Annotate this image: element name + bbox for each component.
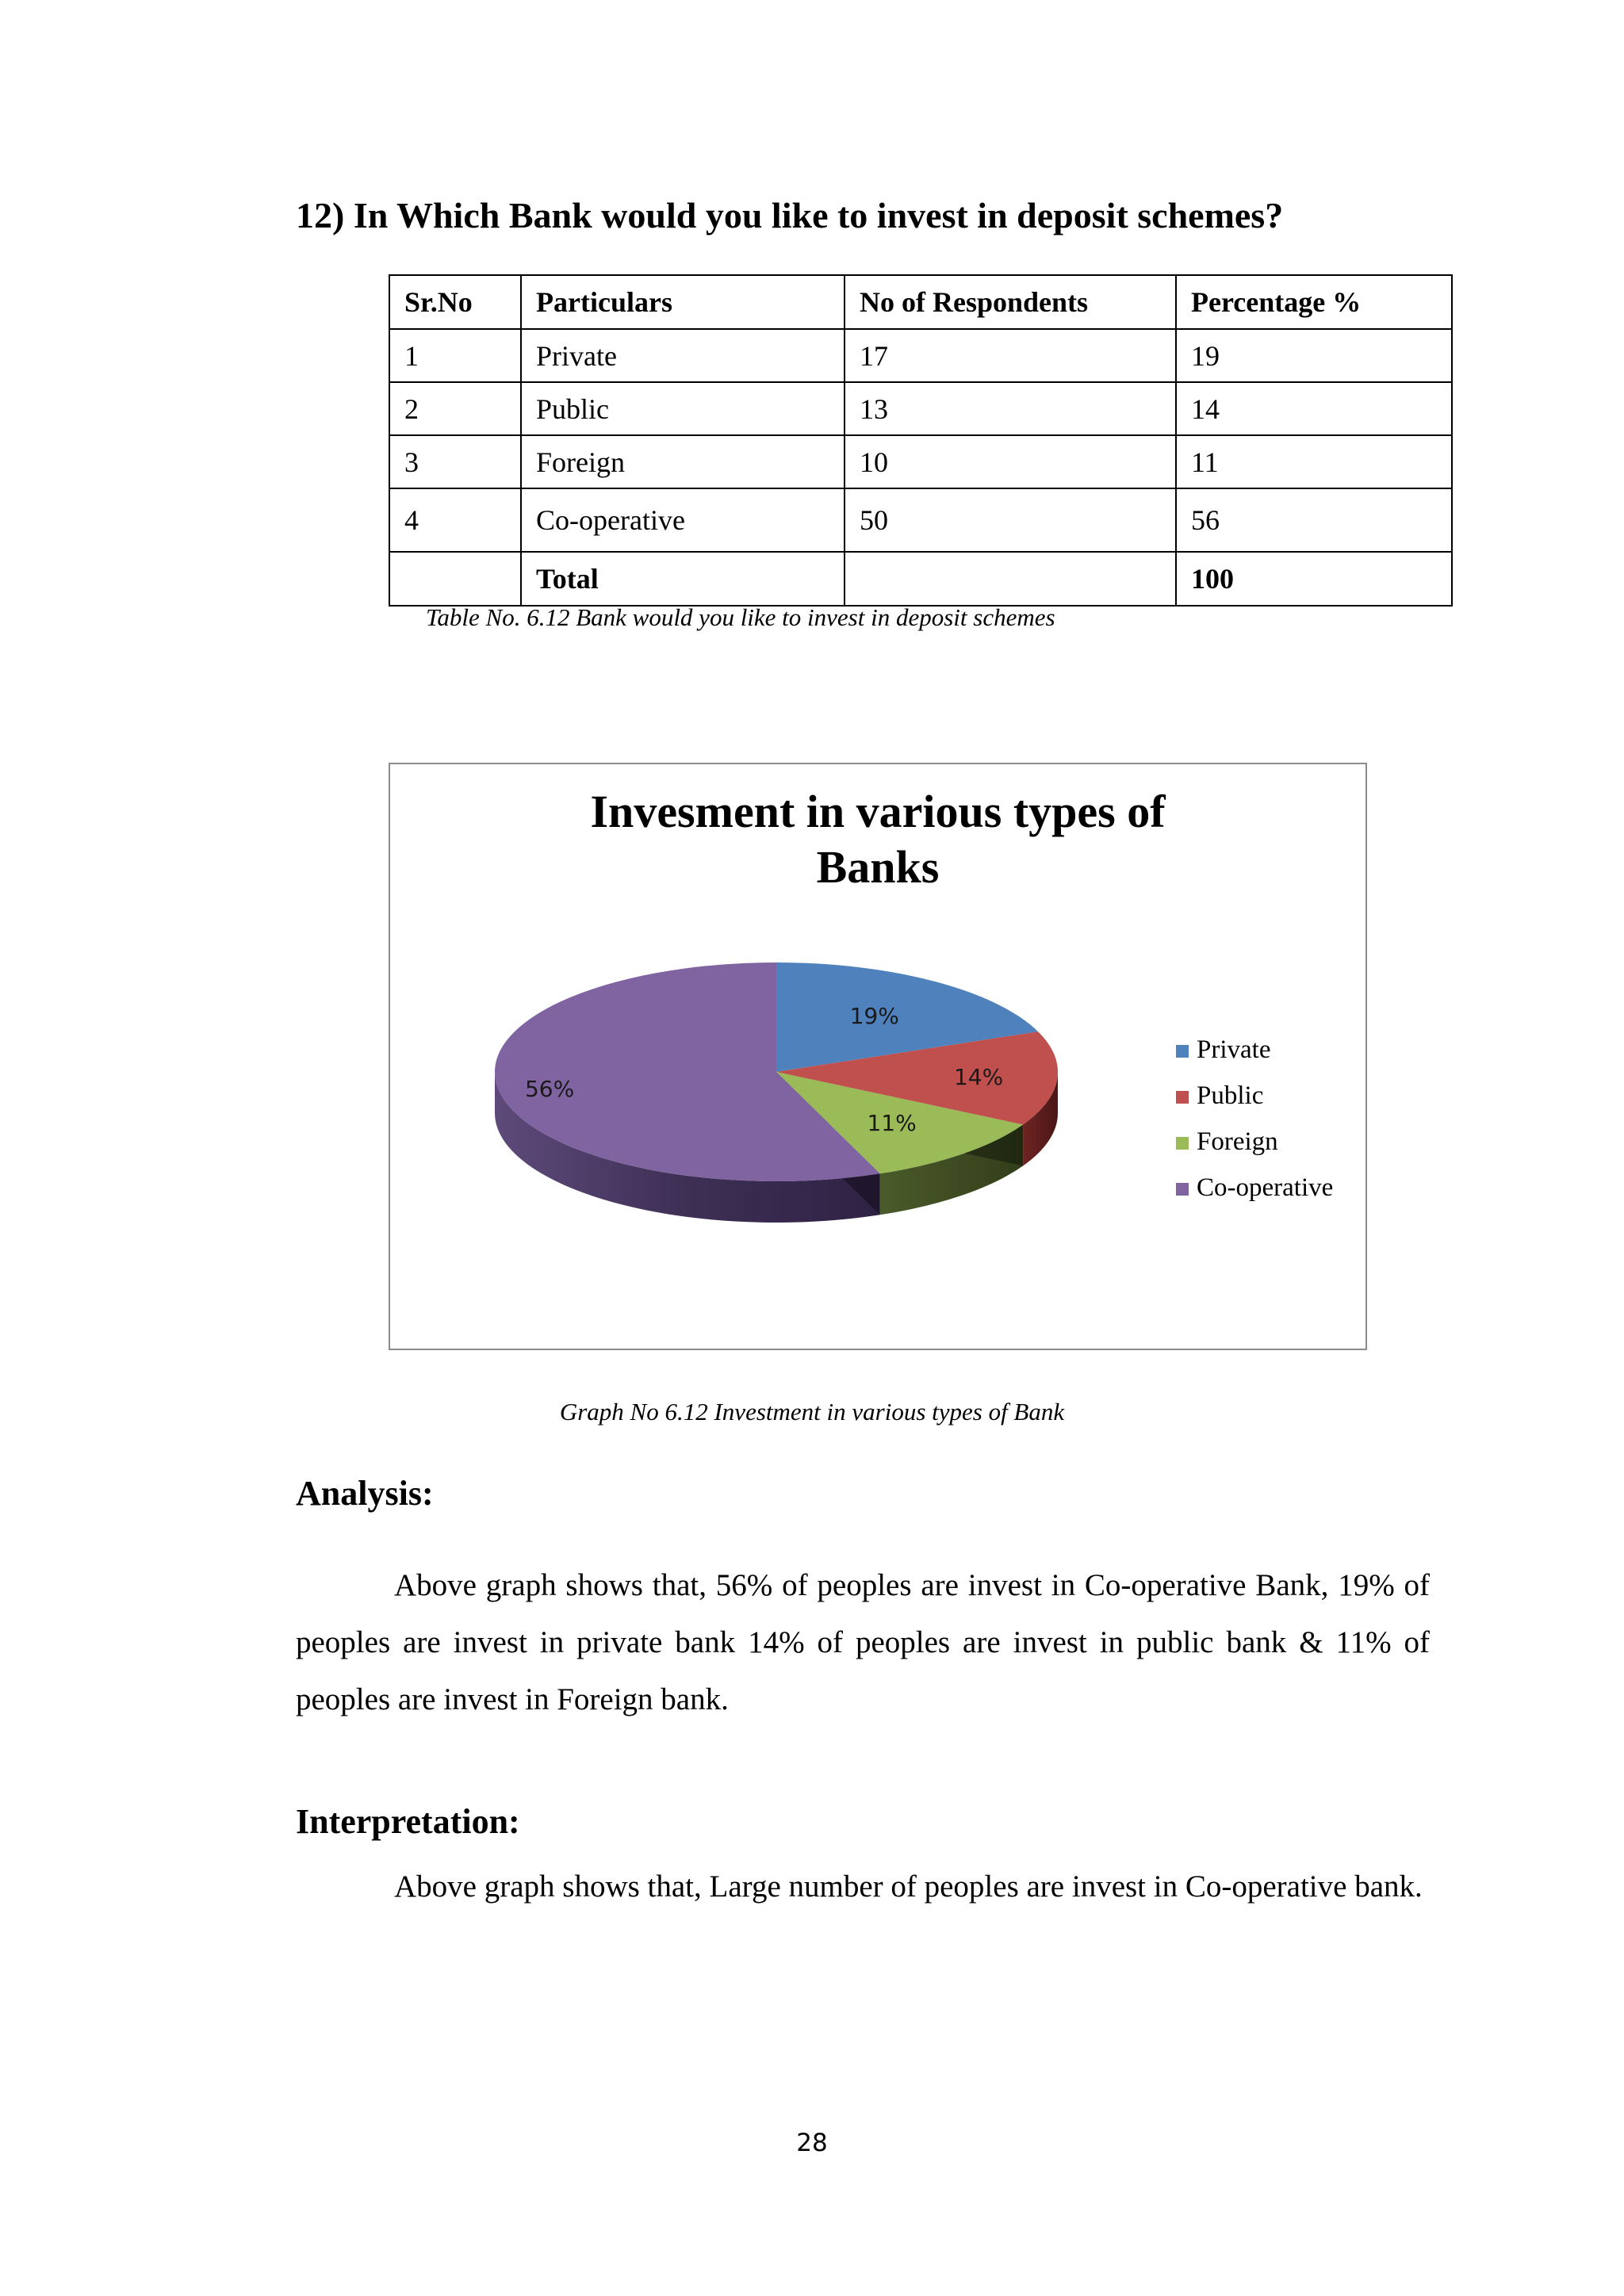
table-row: [389, 435, 1452, 488]
pie-data-label: 14%: [953, 1064, 1004, 1091]
header-cell: No of Respondents: [845, 275, 1176, 329]
table-cell: 100: [1176, 552, 1452, 606]
legend-swatch: [1176, 1091, 1189, 1104]
chart-title-line-2: Banks: [816, 841, 940, 893]
table-cell: 11: [1176, 435, 1452, 488]
legend-label: Public: [1197, 1081, 1264, 1110]
table-cell: Foreign: [521, 435, 845, 488]
table-cell: Private: [521, 329, 845, 382]
table-total-row: [389, 552, 1452, 606]
page-number: 28: [796, 2129, 828, 2157]
table-cell: Total: [521, 552, 845, 606]
legend-swatch: [1176, 1137, 1189, 1150]
table-cell: 13: [845, 382, 1176, 435]
table-caption: Table No. 6.12 Bank would you like to invest in deposit schemes: [426, 603, 1055, 631]
legend-label: Co-operative: [1197, 1173, 1334, 1202]
header-cell: Particulars: [521, 275, 845, 329]
table-cell: 10: [845, 435, 1176, 488]
table-cell: [389, 552, 521, 606]
analysis-heading: Analysis:: [296, 1474, 434, 1513]
table-cell: 56: [1176, 488, 1452, 552]
table-cell: [845, 552, 1176, 606]
pie-chart-frame: [389, 763, 1367, 1350]
table-row: [389, 329, 1452, 382]
legend-swatch: [1176, 1045, 1189, 1058]
pie-data-label: 11%: [867, 1110, 917, 1137]
table-row: [389, 488, 1452, 552]
analysis-paragraph: Above graph shows that, 56% of peoples are invest in Co-operative Bank, 19% of peoples are invest in private bank 14% of peoples are invest in public bank & 11% of peoples are invest in Foreign bank.: [296, 1568, 1430, 1716]
table-cell: 17: [845, 329, 1176, 382]
table-cell: 19: [1176, 329, 1452, 382]
table-cell: 2: [389, 382, 521, 435]
header-cell: Percentage %: [1176, 275, 1452, 329]
pie-data-label: 19%: [849, 1003, 899, 1030]
pie-chart: [390, 764, 1365, 1349]
table-cell: 3: [389, 435, 521, 488]
graph-caption: Graph No 6.12 Investment in various types of Bank: [559, 1398, 1065, 1425]
table-cell: 50: [845, 488, 1176, 552]
table-row: [389, 382, 1452, 435]
table-cell: Public: [521, 382, 845, 435]
table-cell: Co-operative: [521, 488, 845, 552]
table-cell: 1: [389, 329, 521, 382]
header-cell: Sr.No: [389, 275, 521, 329]
pie-data-label: 56%: [524, 1076, 575, 1103]
table-header-row: [389, 275, 1452, 329]
table-cell: 4: [389, 488, 521, 552]
legend-label: Foreign: [1197, 1127, 1278, 1156]
interpretation-heading: Interpretation:: [296, 1802, 520, 1841]
legend-label: Private: [1197, 1035, 1271, 1064]
interpretation-paragraph: Above graph shows that, Large number of peoples are invest in Co-operative bank.: [394, 1869, 1423, 1904]
question-heading: 12) In Which Bank would you like to invest in deposit schemes?: [296, 195, 1284, 235]
legend-swatch: [1176, 1183, 1189, 1196]
respondents-table: [389, 274, 1453, 607]
table-cell: 14: [1176, 382, 1452, 435]
chart-title-line-1: Invesment in various types of: [590, 786, 1166, 837]
